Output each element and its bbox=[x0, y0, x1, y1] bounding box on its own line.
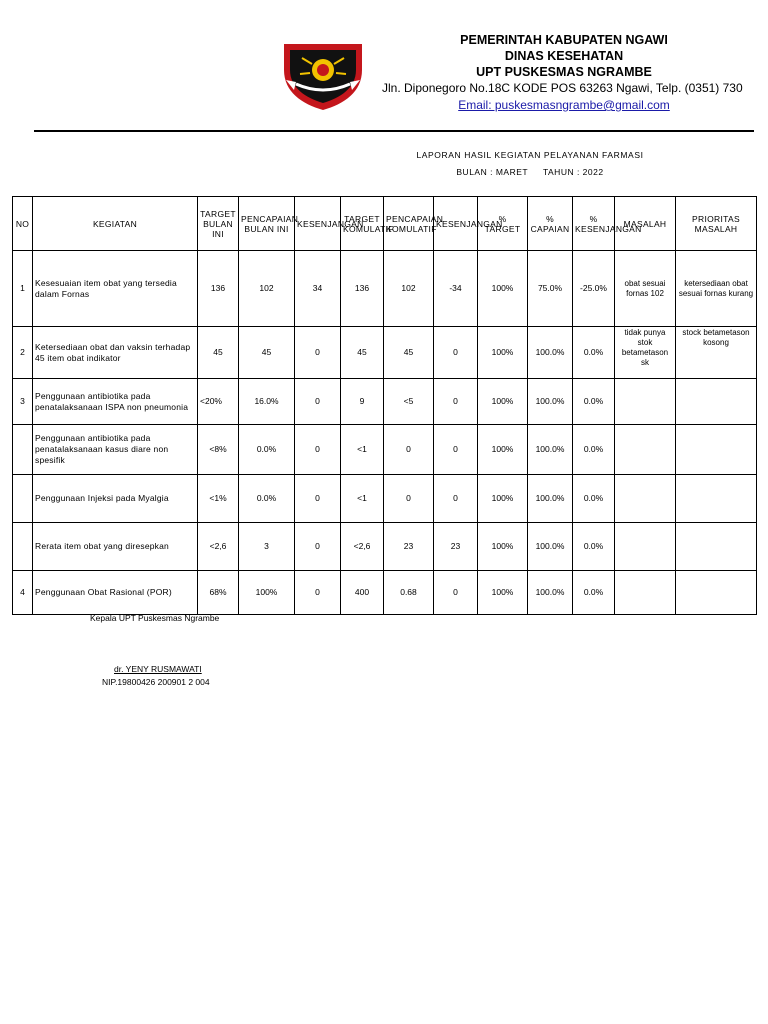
cell-kegiatan: Rerata item obat yang diresepkan bbox=[33, 523, 198, 571]
cell-kegiatan: Kesesuaian item obat yang tersedia dalam Fornas bbox=[33, 251, 198, 327]
cell-kegiatan: Penggunaan antibiotika pada penatalaksanaan kasus diare non spesifik bbox=[33, 425, 198, 475]
cell-pct-target: 100% bbox=[478, 475, 528, 523]
cell-kegiatan: Penggunaan antibiotika pada penatalaksanaan ISPA non pneumonia bbox=[33, 379, 198, 425]
cell-pencapaian-kom: <5 bbox=[384, 379, 434, 425]
cell-pct-capaian: 100.0% bbox=[528, 475, 573, 523]
cell-no: 4 bbox=[13, 571, 33, 615]
cell-kesenjangan-kom: 0 bbox=[434, 327, 478, 379]
report-title: LAPORAN HASIL KEGIATAN PELAYANAN FARMASI bbox=[416, 150, 644, 160]
header-cell: % KESENJANGAN bbox=[573, 197, 615, 251]
cell-pct-capaian: 100.0% bbox=[528, 523, 573, 571]
table-row bbox=[13, 327, 757, 379]
cell-target: <1% bbox=[198, 475, 239, 523]
cell-masalah bbox=[615, 475, 676, 523]
cell-kesenjangan: 0 bbox=[295, 425, 341, 475]
cell-kesenjangan-kom: 0 bbox=[434, 475, 478, 523]
header-cell: TARGET KOMULATIF bbox=[341, 197, 384, 251]
cell-pct-target: 100% bbox=[478, 571, 528, 615]
report-table bbox=[12, 196, 757, 615]
table-row bbox=[13, 425, 757, 475]
cell-pct-kesenjangan: 0.0% bbox=[573, 475, 615, 523]
cell-kesenjangan: 34 bbox=[295, 251, 341, 327]
cell-pct-kesenjangan: 0.0% bbox=[573, 327, 615, 379]
letterhead-address: Jln. Diponegoro No.18C KODE POS 63263 Ngawi, Telp. (0351) 730 bbox=[382, 81, 743, 95]
cell-masalah: tidak punya stok betametason sk bbox=[615, 327, 676, 379]
cell-no bbox=[13, 523, 33, 571]
letterhead-line-3: UPT PUSKESMAS NGRAMBE bbox=[476, 65, 652, 79]
cell-kesenjangan: 0 bbox=[295, 523, 341, 571]
cell-target-kom: 136 bbox=[341, 251, 384, 327]
header-cell: PRIORITAS MASALAH bbox=[676, 197, 757, 251]
cell-pct-target: 100% bbox=[478, 251, 528, 327]
cell-target-kom: <1 bbox=[341, 475, 384, 523]
cell-target-kom: <2,6 bbox=[341, 523, 384, 571]
cell-kesenjangan: 0 bbox=[295, 571, 341, 615]
cell-prioritas bbox=[676, 475, 757, 523]
header-cell: % CAPAIAN bbox=[528, 197, 573, 251]
table-row bbox=[13, 523, 757, 571]
cell-no: 3 bbox=[13, 379, 33, 425]
email-link[interactable]: Email: puskesmasngrambe@gmail.com bbox=[458, 98, 670, 112]
cell-kegiatan: Penggunaan Injeksi pada Myalgia bbox=[33, 475, 198, 523]
header-cell: % TARGET bbox=[478, 197, 528, 251]
kabupaten-ngawi-emblem bbox=[282, 40, 364, 112]
signature-nip: NIP.19800426 200901 2 004 bbox=[102, 677, 210, 687]
header-cell: PENCAPAIAN KOMULATIF bbox=[384, 197, 434, 251]
cell-pct-kesenjangan: -25.0% bbox=[573, 251, 615, 327]
cell-pct-capaian: 100.0% bbox=[528, 379, 573, 425]
cell-pencapaian-kom: 23 bbox=[384, 523, 434, 571]
header-cell: TARGET BULAN INI bbox=[198, 197, 239, 251]
header-cell: KESENJANGAN bbox=[295, 197, 341, 251]
table-row bbox=[13, 475, 757, 523]
cell-target: <8% bbox=[198, 425, 239, 475]
letterhead bbox=[360, 32, 768, 113]
cell-pct-capaian: 75.0% bbox=[528, 251, 573, 327]
cell-kesenjangan: 0 bbox=[295, 327, 341, 379]
cell-pct-kesenjangan: 0.0% bbox=[573, 425, 615, 475]
letterhead-line-2: DINAS KESEHATAN bbox=[504, 49, 624, 63]
cell-kesenjangan-kom: -34 bbox=[434, 251, 478, 327]
cell-pencapaian: 3 bbox=[239, 523, 295, 571]
cell-no: 2 bbox=[13, 327, 33, 379]
table-header-row bbox=[13, 197, 757, 251]
cell-kegiatan: Penggunaan Obat Rasional (POR) bbox=[33, 571, 198, 615]
cell-target: <2,6 bbox=[198, 523, 239, 571]
cell-kesenjangan-kom: 0 bbox=[434, 571, 478, 615]
cell-no: 1 bbox=[13, 251, 33, 327]
cell-pct-kesenjangan: 0.0% bbox=[573, 571, 615, 615]
cell-pct-target: 100% bbox=[478, 523, 528, 571]
cell-no bbox=[13, 425, 33, 475]
header-cell: MASALAH bbox=[615, 197, 676, 251]
cell-kesenjangan: 0 bbox=[295, 475, 341, 523]
cell-pencapaian-kom: 0 bbox=[384, 475, 434, 523]
cell-kegiatan: Ketersediaan obat dan vaksin terhadap 45 item obat indikator bbox=[33, 327, 198, 379]
letterhead-line-1: PEMERINTAH KABUPATEN NGAWI bbox=[460, 33, 668, 47]
cell-target: 136 bbox=[198, 251, 239, 327]
cell-masalah bbox=[615, 425, 676, 475]
header-cell: PENCAPAIAN BULAN INI bbox=[239, 197, 295, 251]
cell-pencapaian-kom: 0.68 bbox=[384, 571, 434, 615]
cell-pct-kesenjangan: 0.0% bbox=[573, 379, 615, 425]
header-cell: KEGIATAN bbox=[33, 197, 198, 251]
cell-kesenjangan-kom: 0 bbox=[434, 425, 478, 475]
cell-pct-kesenjangan: 0.0% bbox=[573, 523, 615, 571]
cell-pencapaian: 100% bbox=[239, 571, 295, 615]
cell-prioritas bbox=[676, 523, 757, 571]
signature-name: dr. YENY RUSMAWATI bbox=[114, 664, 202, 674]
report-period bbox=[380, 167, 680, 177]
cell-pencapaian-kom: 0 bbox=[384, 425, 434, 475]
cell-kesenjangan-kom: 23 bbox=[434, 523, 478, 571]
header-cell: NO bbox=[13, 197, 33, 251]
cell-pct-target: 100% bbox=[478, 425, 528, 475]
cell-target-kom: 9 bbox=[341, 379, 384, 425]
cell-masalah bbox=[615, 523, 676, 571]
table-row bbox=[13, 379, 757, 425]
cell-pencapaian-kom: 102 bbox=[384, 251, 434, 327]
cell-prioritas: stock betametason kosong bbox=[676, 327, 757, 379]
cell-pencapaian: 0.0% bbox=[239, 475, 295, 523]
cell-target: <20% bbox=[198, 379, 239, 425]
cell-prioritas bbox=[676, 571, 757, 615]
cell-prioritas bbox=[676, 425, 757, 475]
cell-pencapaian: 16.0% bbox=[239, 379, 295, 425]
cell-pct-capaian: 100.0% bbox=[528, 327, 573, 379]
cell-prioritas bbox=[676, 379, 757, 425]
cell-masalah bbox=[615, 571, 676, 615]
header-cell: KESENJANGAN bbox=[434, 197, 478, 251]
cell-prioritas: ketersediaan obat sesuai fornas kurang bbox=[676, 251, 757, 327]
report-month: BULAN : MARET bbox=[456, 167, 529, 177]
cell-pencapaian-kom: 45 bbox=[384, 327, 434, 379]
cell-pct-target: 100% bbox=[478, 327, 528, 379]
letterhead-divider bbox=[34, 130, 754, 132]
cell-pencapaian: 102 bbox=[239, 251, 295, 327]
cell-masalah bbox=[615, 379, 676, 425]
table-row bbox=[13, 571, 757, 615]
cell-no bbox=[13, 475, 33, 523]
cell-pct-capaian: 100.0% bbox=[528, 571, 573, 615]
cell-pencapaian: 45 bbox=[239, 327, 295, 379]
cell-pct-capaian: 100.0% bbox=[528, 425, 573, 475]
cell-target: 45 bbox=[198, 327, 239, 379]
cell-target-kom: <1 bbox=[341, 425, 384, 475]
signature-position: Kepala UPT Puskesmas Ngrambe bbox=[90, 613, 220, 623]
cell-masalah: obat sesuai fornas 102 bbox=[615, 251, 676, 327]
cell-pencapaian: 0.0% bbox=[239, 425, 295, 475]
cell-target-kom: 400 bbox=[341, 571, 384, 615]
cell-kesenjangan-kom: 0 bbox=[434, 379, 478, 425]
table-row bbox=[13, 251, 757, 327]
cell-pct-target: 100% bbox=[478, 379, 528, 425]
cell-target: 68% bbox=[198, 571, 239, 615]
report-year: TAHUN : 2022 bbox=[542, 167, 604, 177]
cell-target-kom: 45 bbox=[341, 327, 384, 379]
cell-kesenjangan: 0 bbox=[295, 379, 341, 425]
